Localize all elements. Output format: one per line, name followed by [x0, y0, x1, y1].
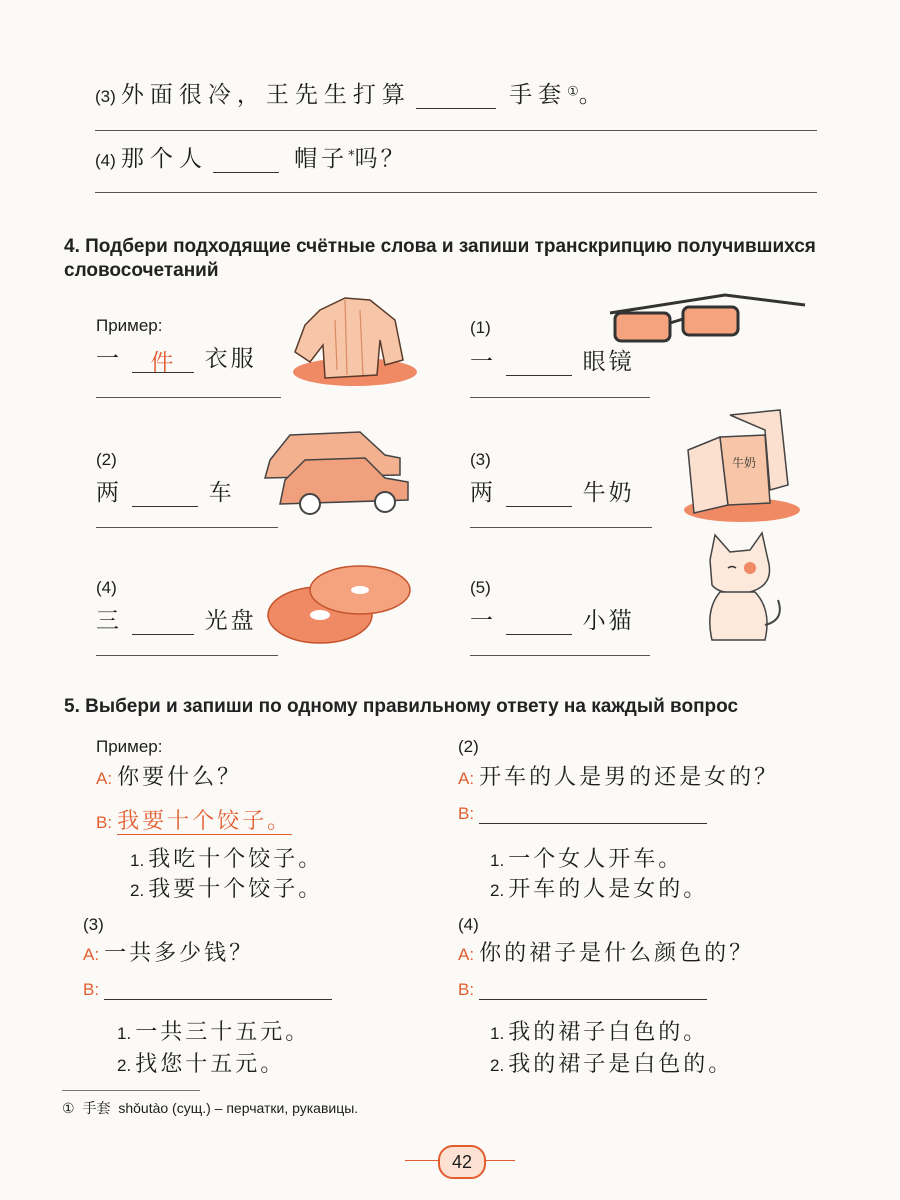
item-number: (3) — [83, 915, 104, 934]
option-text: 开车的人是女的。 — [508, 877, 709, 902]
answer-blank[interactable] — [506, 610, 572, 635]
writing-line[interactable] — [470, 655, 650, 656]
answer-row — [83, 980, 332, 1000]
item-number: (4) — [96, 578, 117, 597]
speaker-b-label: B: — [458, 804, 475, 823]
measure-prefix: 三 — [96, 608, 122, 634]
question-text: 一共多少钱？ — [104, 941, 255, 966]
question-text: 开车的人是男的还是女的？ — [479, 765, 780, 790]
example-answer-row — [96, 804, 292, 835]
task4-item-1 — [470, 343, 635, 376]
sentence-end: 。 — [578, 82, 608, 108]
writing-line[interactable] — [470, 397, 650, 398]
example-answer: 我要十个饺子。 — [117, 809, 293, 834]
option-number: 2. — [117, 1056, 132, 1075]
option-text: 找您十五元。 — [135, 1052, 286, 1077]
speaker-a-label: A: — [458, 769, 475, 788]
option-number: 2. — [490, 1056, 505, 1075]
measure-prefix: 一 — [96, 346, 122, 372]
answer-blank[interactable] — [104, 983, 332, 1000]
option-2 — [490, 872, 708, 903]
writing-line[interactable] — [96, 397, 281, 398]
question-row — [83, 936, 254, 967]
question-text: 你要什么？ — [117, 765, 243, 790]
measure-prefix: 一 — [470, 349, 496, 375]
answer-blank[interactable] — [479, 807, 707, 824]
option-1 — [490, 1015, 708, 1046]
task4-item-3 — [470, 474, 635, 507]
answer-blank[interactable] — [506, 351, 572, 376]
answer-blank[interactable] — [213, 148, 279, 173]
speaker-b-label: B: — [96, 813, 113, 832]
task3-item4 — [95, 140, 407, 173]
option-number: 1. — [490, 851, 505, 870]
example-answer: 件 — [150, 350, 177, 376]
option-number: 1. — [490, 1024, 505, 1043]
answer-blank[interactable] — [506, 482, 572, 507]
noun: 牛奶 — [582, 480, 635, 506]
noun: 衣服 — [204, 346, 257, 372]
option-text: 我吃十个饺子。 — [148, 847, 324, 872]
cars-icon — [250, 420, 415, 510]
option-2 — [130, 872, 323, 903]
option-text: 我要十个饺子。 — [148, 877, 324, 902]
item-number: (2) — [458, 737, 479, 756]
task4-heading: 4. Подбери подходящие счётные слова и запиши транскрипцию получившихся словосочетаний — [64, 236, 816, 281]
example-question — [96, 760, 242, 791]
sentence-part: 手套 — [509, 82, 568, 108]
answer-blank[interactable] — [479, 983, 707, 1000]
speaker-b-label: B: — [458, 980, 475, 999]
measure-prefix: 一 — [470, 608, 496, 634]
option-text: 我的裙子是白色的。 — [508, 1052, 734, 1077]
kitten-icon — [690, 530, 790, 645]
option-text: 一共三十五元。 — [135, 1020, 311, 1045]
example-label: Пример: — [96, 316, 163, 335]
speaker-a-label: A: — [83, 945, 100, 964]
answer-blank — [132, 348, 194, 376]
speaker-a-label: A: — [458, 945, 475, 964]
speaker-b-label: B: — [83, 980, 100, 999]
task4-item-5 — [470, 602, 635, 635]
task5-heading: 5. Выбери и запиши по одному правильному ответу на каждый вопрос — [64, 696, 739, 717]
item-number: (4) — [95, 151, 116, 170]
noun: 光盘 — [204, 608, 257, 634]
sentence-end: 吗？ — [354, 146, 407, 172]
answer-row — [458, 804, 707, 824]
page-number: 42 — [438, 1145, 486, 1179]
measure-prefix: 两 — [96, 480, 122, 506]
footnote-mark: ① — [567, 84, 579, 100]
item-number: (1) — [470, 318, 491, 337]
task4-example — [96, 340, 257, 376]
task3-item3 — [95, 76, 608, 109]
noun: 眼镜 — [582, 349, 635, 375]
question-row — [458, 936, 754, 967]
noun: 小猫 — [582, 608, 635, 634]
footnote-mark: ① — [62, 1100, 75, 1116]
footnote-hanzi: 手套 — [82, 1101, 111, 1117]
writing-line[interactable] — [95, 192, 817, 193]
footnote-divider — [62, 1090, 200, 1091]
milk-carton-icon — [680, 405, 805, 525]
footnote-text: shǒutào (сущ.) – перчатки, рукавицы. — [118, 1100, 359, 1116]
item-number: (5) — [470, 578, 491, 597]
speaker-a-label: A: — [96, 769, 113, 788]
item-number: (2) — [96, 450, 117, 469]
writing-line[interactable] — [95, 130, 817, 131]
question-row — [458, 760, 779, 791]
writing-line[interactable] — [96, 527, 278, 528]
option-1 — [490, 842, 683, 873]
option-1 — [130, 842, 323, 873]
milk-label: 牛奶 — [732, 456, 757, 470]
option-number: 2. — [490, 881, 505, 900]
glasses-icon — [605, 285, 815, 345]
option-text: 我的裙子白色的。 — [508, 1020, 709, 1045]
star-mark: * — [348, 148, 355, 164]
item-number: (3) — [95, 87, 116, 106]
item-number: (3) — [470, 450, 491, 469]
example-label: Пример: — [96, 737, 163, 756]
answer-blank[interactable] — [132, 610, 194, 635]
footnote — [62, 1098, 358, 1118]
option-2 — [490, 1047, 733, 1078]
answer-blank[interactable] — [132, 482, 198, 507]
option-2 — [117, 1047, 285, 1078]
option-number: 2. — [130, 881, 145, 900]
task4-item-2 — [96, 474, 235, 507]
sentence-part: 外面很冷，王先生打算 — [120, 82, 411, 108]
writing-line[interactable] — [470, 527, 652, 528]
option-number: 1. — [117, 1024, 132, 1043]
sentence-part: 帽子 — [294, 146, 349, 172]
answer-row — [458, 980, 707, 1000]
cd-disc-icon — [265, 560, 415, 650]
answer-blank[interactable] — [416, 84, 496, 109]
writing-line[interactable] — [96, 655, 278, 656]
option-1 — [117, 1015, 310, 1046]
option-text: 一个女人开车。 — [508, 847, 684, 872]
task4-item-4 — [96, 602, 257, 635]
item-number: (4) — [458, 915, 479, 934]
question-text: 你的裙子是什么颜色的？ — [479, 941, 755, 966]
noun: 车 — [208, 480, 235, 506]
sweater-icon — [285, 290, 415, 395]
sentence-part: 那个人 — [120, 146, 208, 172]
option-number: 1. — [130, 851, 145, 870]
measure-prefix: 两 — [470, 480, 496, 506]
